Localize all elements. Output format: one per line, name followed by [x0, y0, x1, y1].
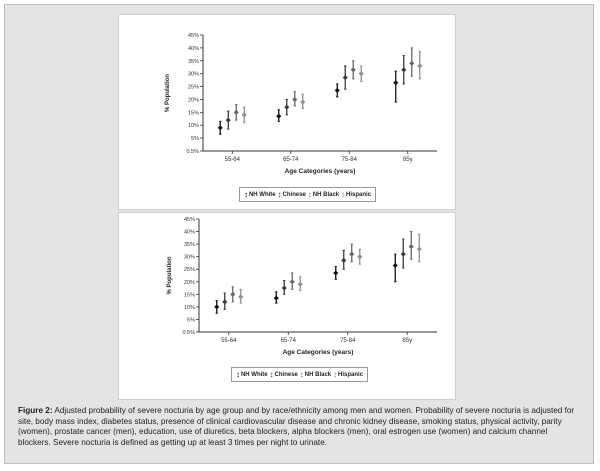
point-marker	[341, 258, 346, 263]
x-tick-label: 65-74	[280, 338, 296, 344]
y-tick-label: 0.5%	[186, 149, 199, 155]
legend-label: NH Black	[304, 371, 332, 378]
point-marker	[351, 67, 356, 72]
y-tick-label: 10%	[183, 304, 195, 311]
legend-item	[270, 371, 298, 379]
legend-marker-icon: ↕	[333, 369, 338, 379]
point-marker	[218, 125, 223, 130]
y-tick-label: 40%	[183, 229, 195, 236]
legend-marker-icon: ↕	[235, 369, 240, 379]
x-tick-label: 85y	[402, 157, 413, 163]
point-marker	[230, 292, 235, 297]
chart-panel-men	[118, 14, 456, 210]
point-marker	[401, 67, 406, 72]
y-tick-label: 15%	[183, 292, 195, 299]
legend-label: Hispanic	[346, 191, 372, 198]
y-tick-label: 20%	[187, 97, 199, 104]
y-tick-label: 30%	[187, 71, 199, 78]
legend-item	[244, 191, 276, 199]
legend-women	[231, 367, 368, 382]
y-tick-label: 30%	[183, 254, 195, 261]
point-marker	[284, 105, 289, 110]
legend-marker-icon: ↕	[307, 189, 312, 199]
y-tick-label: 25%	[183, 267, 195, 274]
legend-label: Chinese	[274, 371, 298, 378]
y-tick-label: 5%	[191, 136, 199, 143]
legend-label: Hispanic	[338, 371, 364, 378]
y-tick-label: 45%	[183, 217, 195, 223]
x-axis-label: Age Categories (years)	[284, 168, 356, 175]
point-marker	[393, 263, 398, 268]
point-marker	[393, 80, 398, 85]
point-marker	[242, 112, 247, 117]
point-marker	[335, 88, 340, 93]
point-marker	[349, 252, 354, 257]
chart-men-svg	[119, 15, 455, 209]
y-tick-label: 40%	[187, 45, 199, 52]
point-marker	[234, 110, 239, 115]
point-marker	[226, 118, 231, 123]
figure-caption	[18, 406, 578, 448]
legend-label: NH Black	[312, 191, 340, 198]
point-marker	[298, 282, 303, 287]
point-marker	[274, 296, 279, 301]
legend-item	[300, 371, 331, 379]
point-marker	[401, 252, 406, 257]
point-marker	[417, 247, 422, 252]
x-tick-label: 75-84	[340, 338, 356, 344]
point-marker	[282, 286, 287, 291]
legend-marker-icon: ↕	[277, 189, 282, 199]
legend-marker-icon: ↕	[269, 369, 274, 379]
y-tick-label: 35%	[183, 242, 195, 249]
point-marker	[343, 75, 348, 80]
x-axis-label: Age Categories (years)	[282, 349, 354, 356]
chart-panel-women	[118, 212, 456, 400]
legend-item	[278, 191, 306, 199]
x-tick-label: 55-64	[221, 338, 237, 344]
y-tick-label: 45%	[187, 33, 199, 39]
point-marker	[238, 294, 243, 299]
point-marker	[417, 63, 422, 68]
point-marker	[214, 304, 219, 309]
legend-marker-icon: ↕	[341, 189, 346, 199]
point-marker	[292, 97, 297, 102]
legend-label: NH White	[240, 371, 268, 378]
legend-item	[308, 191, 339, 199]
y-axis-label: % Population	[165, 74, 171, 112]
legend-marker-icon: ↕	[243, 189, 248, 199]
x-tick-label: 55-64	[224, 157, 240, 163]
legend-marker-icon: ↕	[299, 369, 304, 379]
y-tick-label: 35%	[187, 58, 199, 65]
legend-men	[239, 187, 376, 202]
y-tick-label: 0.5%	[182, 330, 195, 336]
caption-label: Figure 2:	[18, 406, 53, 415]
point-marker	[290, 279, 295, 284]
legend-label: NH White	[248, 191, 276, 198]
y-axis-label: % Population	[167, 256, 173, 295]
caption-text: Adjusted probability of severe nocturia by age group and by race/ethnicity among men and women. Probability of severe nocturia is adjusted for site, body mass index, diabetes status, presence of clinical cardiovascular disease and chronic kidney disease, smoking status, physical activity, parity (women), prostate cancer (men), education, use of diuretics, beta blockers, alpha blockers (men), oral estrogen use (women) and calcium channel blockers. Severe nocturia is defined as getting up at least 3 times per night to urinate.	[18, 406, 575, 447]
point-marker	[300, 99, 305, 104]
y-tick-label: 25%	[187, 84, 199, 91]
point-marker	[357, 254, 362, 259]
x-tick-label: 85y	[402, 338, 413, 344]
point-marker	[359, 71, 364, 76]
y-tick-label: 20%	[183, 279, 195, 286]
legend-item	[236, 371, 268, 379]
legend-label: Chinese	[282, 191, 306, 198]
x-tick-label: 75-84	[341, 157, 357, 163]
legend-item	[341, 191, 371, 199]
y-tick-label: 10%	[187, 123, 199, 130]
point-marker	[409, 61, 414, 66]
legend-item	[333, 371, 363, 379]
y-tick-label: 15%	[187, 110, 199, 117]
y-tick-label: 5%	[187, 317, 195, 324]
point-marker	[276, 114, 281, 119]
point-marker	[409, 244, 414, 249]
point-marker	[222, 299, 227, 304]
x-tick-label: 65-74	[283, 157, 299, 163]
point-marker	[333, 270, 338, 275]
